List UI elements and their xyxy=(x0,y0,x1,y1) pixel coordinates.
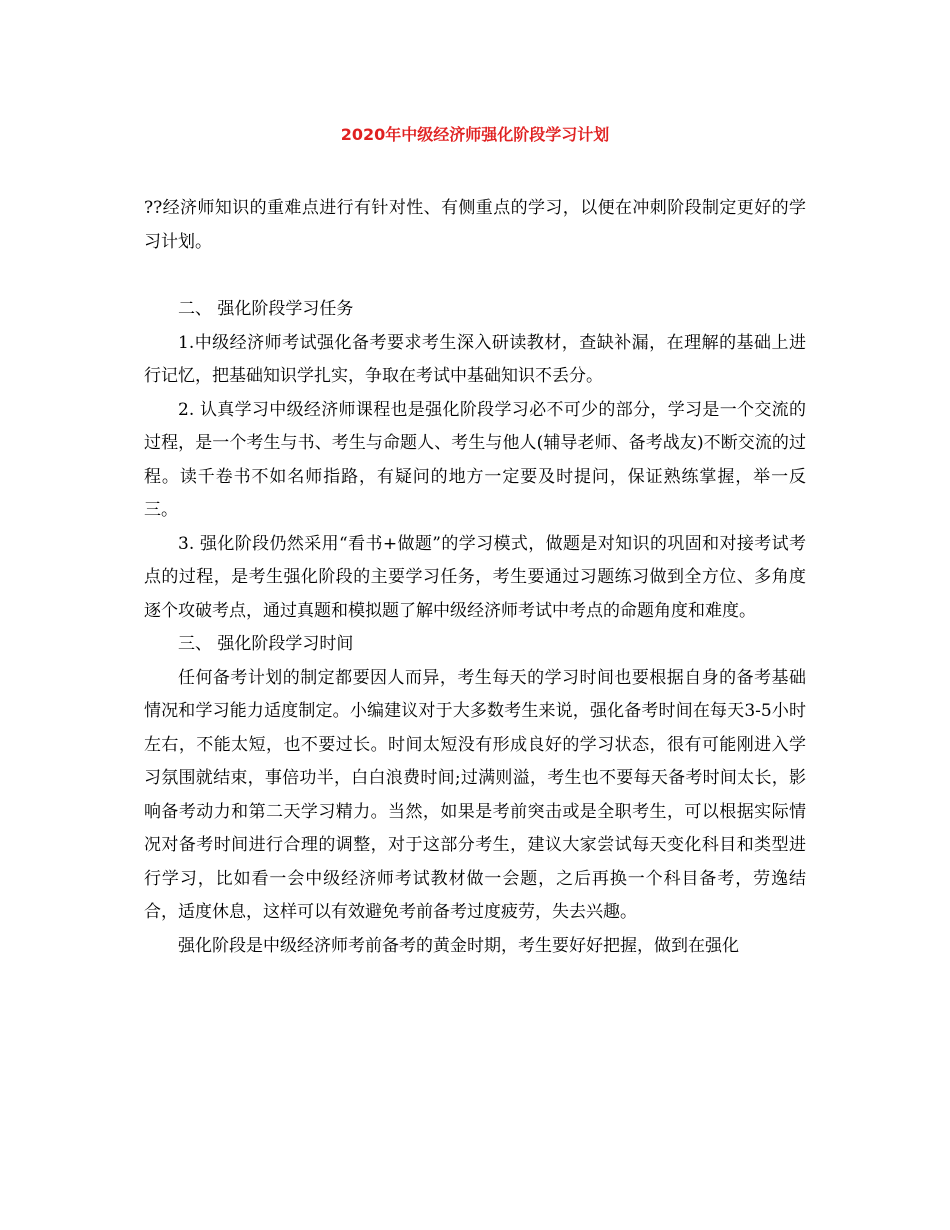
section-2-item-1: 1.中级经济师考试强化备考要求考生深入研读教材，查缺补漏，在理解的基础上进行记忆，把基础知识学扎实，争取在考试中基础知识不丢分。 xyxy=(144,332,806,386)
section-3-heading: 三、 强化阶段学习时间 xyxy=(178,634,354,654)
document-body xyxy=(144,192,806,963)
document-title: 2020年中级经济师强化阶段学习计划 xyxy=(340,125,610,144)
section-2-heading: 二、 强化阶段学习任务 xyxy=(178,299,354,319)
section-2-item-2: 2. 认真学习中级经济师课程也是强化阶段学习必不可少的部分，学习是一个交流的过程，是一个考生与书、考生与命题人、考生与他人(辅导老师、备考战友)不断交流的过程。读千卷书不如名师指路，有疑问的地方一定要及时提问，保证熟练掌握，举一反三。 xyxy=(144,399,806,520)
section-2-item-3: 3. 强化阶段仍然采用“看书+做题”的学习模式，做题是对知识的巩固和对接考试考点的过程，是考生强化阶段的主要学习任务，考生要通过习题练习做到全方位、多角度逐个攻破考点，通过真题和模拟题了解中级经济师考试中考点的命题角度和难度。 xyxy=(144,533,806,621)
intro-paragraph: ??经济师知识的重难点进行有针对性、有侧重点的学习，以便在冲刺阶段制定更好的学习计划。 xyxy=(144,198,806,252)
blank-line xyxy=(144,259,806,293)
section-3-paragraph-1: 任何备考计划的制定都要因人而异，考生每天的学习时间也要根据自身的备考基础情况和学习能力适度制定。小编建议对于大多数考生来说，强化备考时间在每天3-5小时左右，不能太短，也不要过长。时间太短没有形成良好的学习状态，很有可能刚进入学习氛围就结束，事倍功半，白白浪费时间;过满则溢，考生也不要每天备考时间太长，影响备考动力和第二天学习精力。当然，如果是考前突击或是全职考生，可以根据实际情况对备考时间进行合理的调整，对于这部分考生，建议大家尝试每天变化科目和类型进行学习，比如看一会中级经济师考试教材做一会题，之后再换一个科目备考，劳逸结合，适度休息，这样可以有效避免考前备考过度疲劳，失去兴趣。 xyxy=(144,667,806,922)
section-3-paragraph-2: 强化阶段是中级经济师考前备考的黄金时期，考生要好好把握，做到在强化 xyxy=(178,935,739,956)
